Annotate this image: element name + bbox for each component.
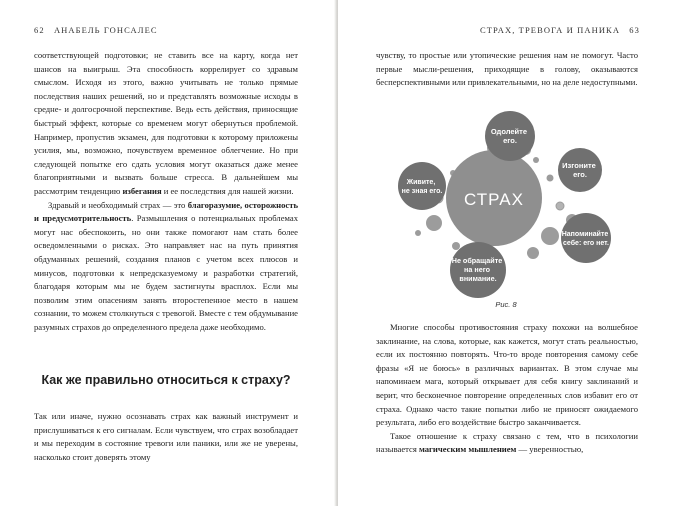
bold-term-avoidance: избегания [122,185,162,196]
right-running-head [480,25,640,35]
right-paragraph-1: чувству, то простые или утопические решения нам не помогут. Часто первые мысли-решения, приходящие в голову, оказываются бесперспективными или привлекательными, но на деле недоступными. [376,50,638,88]
small-circle [415,230,421,236]
fear-bubble-diagram [398,108,618,298]
small-circle [452,242,460,250]
right-running-head-title: СТРАХ, ТРЕВОГА И ПАНИКА [479,25,621,35]
right-page-number: 63 [629,25,640,35]
right-paragraph-2: Многие способы противостояния страху похожи на волшебное заклинание, на слова, которые, как кажется, могут стать реальностью, если их постоянно повторять. Что-то вроде повторения самому себе фразы «Я не боюсь» в различных вариантах. В этом случае мы напоминаем мага, который открывает для себя книгу заклинаний и верит, что бесконечное повторение определенных слов избавит его от страха. Однако часто такие попытки либо не приносят ожидаемого результата, либо его воздействие быстро заканчивается. [376,322,638,428]
diagram-svg [398,108,618,298]
bubble-overcome-line1: Одолейте [490,127,527,136]
bold-term-magical-thinking: магическим мышлением [418,444,517,455]
bubble-ignore-line3: внимание. [459,274,497,283]
small-circle [533,157,539,163]
small-circle [426,215,442,231]
bubble-live-line2: не зная его. [401,188,443,195]
small-circle [527,247,539,259]
bubble-live-line1: Живите, [406,179,436,186]
left-paragraph-2: Здравый и необходимый страх — это благоразумие, осторожность и предусмотрительность. Размышления о потенциальных проблемах могут нас обеспокоить, но они также помогают нам стать более осведомленными о рисках. Это направляет нас на путь принятия обдуманных решений, создания планов с учетом всех плюсов и минусов, подготовки к непредсказуемому и разработки стратегий, благодаря которым мы не будем застигнуты врасплох. Если мы позволим этим опасениям занять второстепенное место в нашем сознании, то можем столкнуться с тревогой. Вместе с тем обдумывание разумных страхов до определенного предела даже необходимо. [34,199,299,332]
left-page [0,0,336,506]
left-paragraph-3: Так или иначе, нужно осознавать страх как важный инструмент и прислушиваться к его сигналам. Если чувствуем, что страх возобладает и мы переходим в состояние тревоги или паники, или же не уверены, насколько стоит доверять этому [34,411,298,462]
bubble-overcome-line2: его. [503,136,517,145]
bubble-remind-line1: Напоминайте [561,231,609,238]
left-body-bottom [34,410,298,464]
right-paragraph-3: Такое отношение к страху связано с тем, что в психологии называется магическим мышлением — уверенностью, [376,430,638,455]
bubble-live-without [398,162,446,210]
left-paragraph-1: соответствующей подготовки; не ставить все на карту, когда нет шансов на выигрыш. Эта способность коррелирует со здравым смыслом. Исходя из этого, важно учитывать не только прямые последствия наших решений, но и представлять возможные исходы в средне- и долгосрочной перспективе. Ведь есть действия, приносящие быстрый эффект, которые со временем могут обернуться проблемой. Например, пропустив экзамен, для подготовки к которому приложены усилия, мы, возможно, почувствуем временное облегчение. Но при следующей попытке его сдать условия могут оказаться даже менее благоприятными и вызвать больше стресса. В дальнейшем мы рассмотрим тенденцию избегания и ее последствия для нашей жизни. [34,50,298,196]
section-heading: Как же правильно относиться к страху? [41,373,291,387]
right-body-top [376,49,638,90]
bubble-remind [561,213,611,263]
bubble-expel-line1: Изгоните [562,161,596,170]
figure-caption: Рис. 8 [495,300,517,309]
bold-term-prudence: благоразумие, осторожность и предусмотрительность [34,199,298,224]
left-running-head [34,25,158,35]
small-circle [556,202,564,210]
bubble-ignore-line1: Не обращайте [451,256,503,265]
left-running-head-title: АНАБЕЛЬ ГОНСАЛЕС [53,25,158,35]
left-body-top [34,49,298,334]
center-label: СТРАХ [464,190,524,209]
bubble-remind-line2: себе: его нет. [563,240,609,247]
right-page [338,0,674,506]
bubble-ignore-line2: на него [464,265,490,274]
small-circle [547,175,554,182]
left-page-number: 62 [34,25,45,35]
bubble-expel-line2: его. [573,170,587,179]
right-body-bottom [376,321,638,457]
small-circle [541,227,559,245]
